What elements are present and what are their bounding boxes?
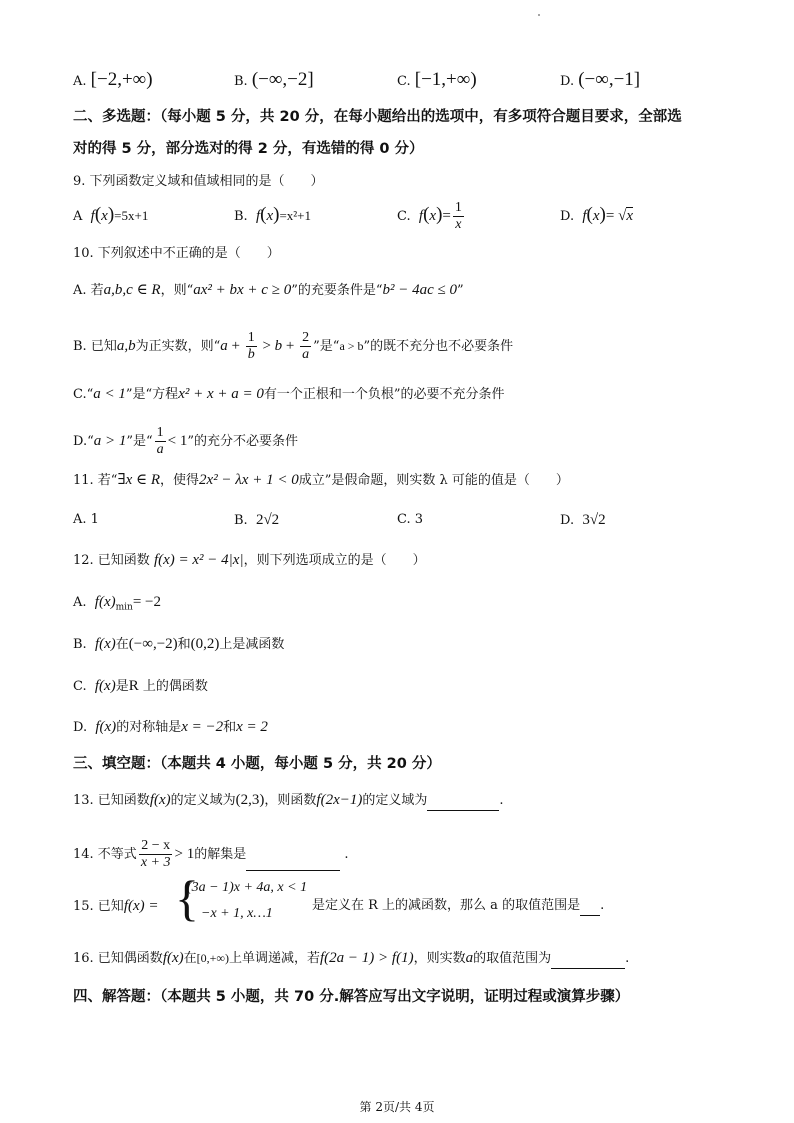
- q12-option-c: C. f(x)是R 上的偶函数: [73, 678, 208, 694]
- q15-tail: 是定义在 R 上的减函数，那么 a 的取值范围是 .: [312, 896, 754, 916]
- q9-option-a: A f(x)=5x+1: [73, 204, 149, 225]
- q10-option-d: D.“a > 1”是“ $\frac{1}{a}$ < 1”的充分不必要条件: [73, 425, 299, 457]
- q10-option-b: B. 已知a,b为正实数，则“a + $\frac{1}{b}$ > b + $\frac{2}{a}$ ”是“a > b”的既不充分也不必要条件: [73, 330, 514, 362]
- q9-option-c: C. f(x)= $\frac{1}{x}$: [397, 200, 462, 232]
- q11-option-a: A. 1: [73, 512, 99, 527]
- q10-option-a: A. 若a,b,c ∈ R，则“ax² + bx + c ≥ 0”的充要条件是“b² − 4ac ≤ 0”: [73, 282, 464, 298]
- page-footer: 第 2页/共 4页: [359, 1100, 435, 1114]
- q15-answer-blank[interactable]: [580, 901, 600, 916]
- q11-stem: 11. 若“∃x ∈ R，使得2x² − λx + 1 < 0成立”是假命题，则实数 λ 可能的值是（ ）: [73, 472, 569, 488]
- q11-option-b: B. 2√2: [234, 512, 280, 528]
- q11-option-d: D. 3√2: [560, 512, 606, 528]
- q15-brace: {: [175, 870, 199, 926]
- q8-option-c: C. [−1,+∞): [397, 69, 477, 90]
- q15-case1: (3a − 1)x + 4a, x < 1: [187, 880, 308, 895]
- q12-option-b: B. f(x)在(−∞,−2)和(0,2)上是减函数: [73, 636, 285, 652]
- q14-fraction: $\frac{2 - x}{x + 3}$: [140, 838, 171, 870]
- q9-stem: 9. 下列函数定义域和值域相同的是（ ）: [73, 174, 324, 189]
- section4-heading: 四、解答题：（本题共 5 小题，共 70 分.解答应写出文字说明，证明过程或演算步骤）: [73, 989, 630, 1005]
- q9-option-b: B. f(x)=x²+1: [234, 204, 312, 225]
- q16: 16. 已知偶函数f(x)在[0,+∞)上单调递减，若f(2a − 1) > f(1)，则实数a的取值范围为 .: [73, 948, 754, 969]
- q13: 13. 已知函数f(x)的定义域为(2,3)，则函数f(2x−1)的定义域为 .: [73, 790, 754, 811]
- q15-text: 15. 已知f(x) =: [73, 898, 159, 914]
- scan-dot: [538, 14, 540, 16]
- q12-option-d: D. f(x)的对称轴是x = −2和x = 2: [73, 719, 268, 735]
- q8-option-d: D. (−∞,−1]: [560, 69, 641, 90]
- q12-option-a: A. $f(x)_{min}= -2$: [73, 594, 162, 613]
- section2-heading-line2: 对的得 5 分，部分选对的得 2 分，有选错的得 0 分）: [73, 141, 424, 157]
- q10-option-c: C.“a < 1”是“方程x² + x + a = 0有一个正根和一个负根”的必要不充分条件: [73, 386, 505, 402]
- q14-answer-blank[interactable]: [246, 856, 340, 871]
- q12-stem: 12. 已知函数 f(x) = x² − 4|x|，则下列选项成立的是（ ）: [73, 552, 426, 568]
- q16-answer-blank[interactable]: [551, 954, 625, 969]
- q14: 14. 不等式 $\frac{2 - x}{x + 3}$ > 1的解集是 .: [73, 838, 349, 870]
- q8-option-a: A. [−2,+∞): [73, 69, 153, 90]
- section2-heading-line1: 二、多选题：（每小题 5 分，共 20 分，在每小题给出的选项中，有多项符合题目要求，全部选: [73, 109, 682, 125]
- q10-stem: 10. 下列叙述中不正确的是（ ）: [73, 246, 280, 261]
- q9-c-fraction: $\frac{1}{x}$: [454, 200, 462, 232]
- q11-option-c: C. 3: [397, 512, 424, 527]
- q9-option-d: D. f(x)= √x: [560, 204, 633, 225]
- section3-heading: 三、填空题：（本题共 4 小题，每小题 5 分，共 20 分）: [73, 756, 441, 772]
- q13-answer-blank[interactable]: [427, 796, 499, 811]
- q15-case2: −x + 1, x…1: [201, 906, 273, 921]
- q8-option-b: B. (−∞,−2]: [234, 69, 314, 90]
